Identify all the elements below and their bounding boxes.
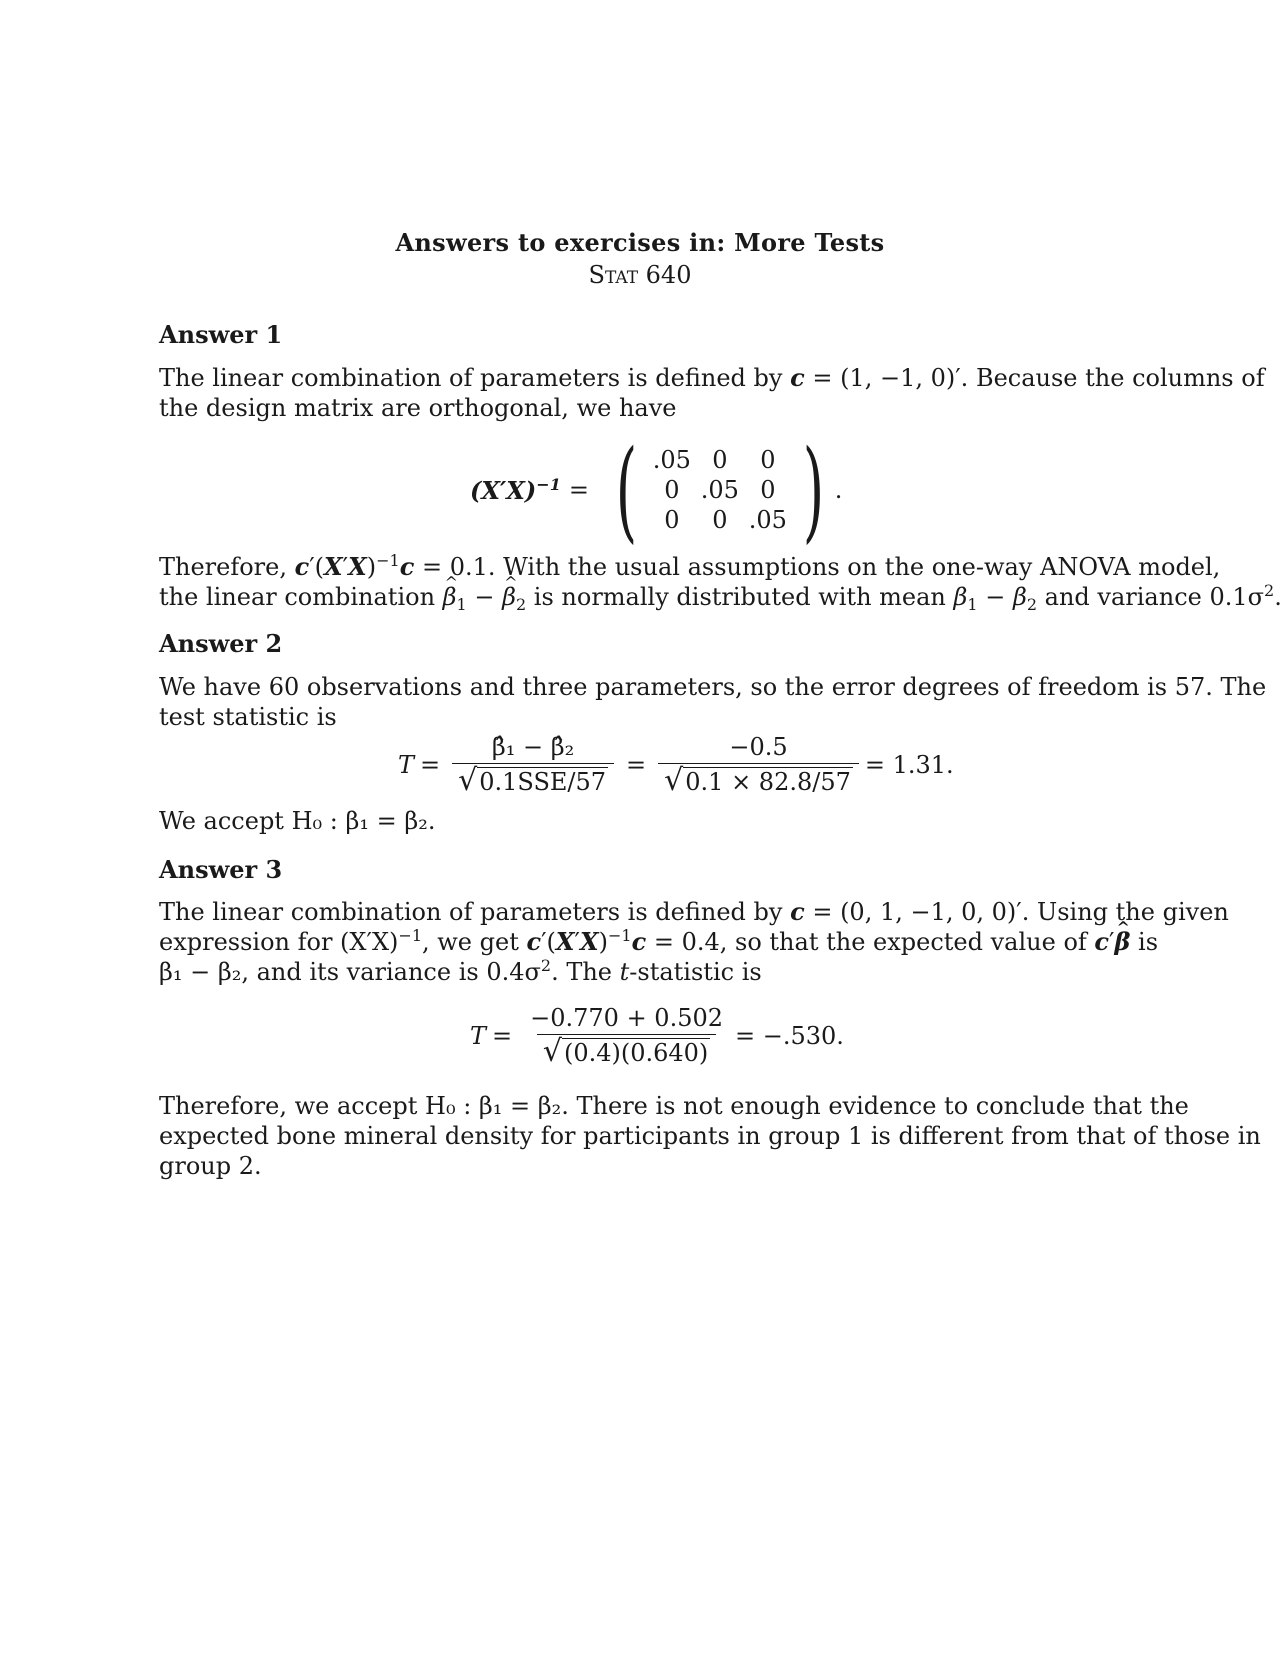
matrix-cell: 0	[712, 446, 728, 474]
t-fraction-answer-3: −0.770 + 0.502 √ (0.4)(0.640)	[530, 1004, 724, 1069]
answer-1-heading: Answer 1	[159, 320, 283, 349]
answer-3-conclusion-line-2: expected bone mineral density for participants in group 1 is different from that of those in	[159, 1122, 1261, 1150]
diagonal-matrix: ( .05 0 0 0 .05 0 0 0 .05 )	[615, 426, 825, 554]
t-fraction-numeric: −0.5 √ 0.1 × 82.8/57	[658, 733, 859, 796]
answer-1-intro-line-2: the design matrix are orthogonal, we have	[159, 394, 677, 422]
answer-3-conclusion-line-3: group 2.	[159, 1152, 262, 1180]
matrix-cell: .05	[652, 446, 691, 474]
matrix-cell: 0	[760, 476, 776, 504]
matrix-cell: 0	[712, 506, 728, 534]
course-code: Stat 640	[588, 261, 692, 289]
answer-2-intro-line-1: We have 60 observations and three parameters, so the error degrees of freedom is 57. The	[159, 673, 1267, 701]
answer-3-intro-line-1: The linear combination of parameters is defined by c = (0, 1, −1, 0, 0)′. Using the given	[159, 897, 1229, 926]
matrix-cell: .05	[748, 506, 787, 534]
answer-1-intro-line-1: The linear combination of parameters is defined by c = (1, −1, 0)′. Because the columns of	[159, 363, 1265, 392]
matrix-lhs: $(X'X)^{-1}$	[470, 474, 561, 505]
answer-3-conclusion-line-1: Therefore, we accept H₀ : β₁ = β₂. There is not enough evidence to conclude that the	[159, 1092, 1189, 1120]
answer-1-intro	[159, 363, 1265, 423]
t-fraction-symbolic: β̂₁ − β̂₂ √ 0.1SSE/57	[452, 733, 614, 796]
answer-1-conclusion	[159, 551, 1282, 614]
t-statistic-equation-2: T = −0.770 + 0.502 √ (0.4)(0.640) = −.530.	[470, 1004, 844, 1069]
answer-2-intro-line-2: test statistic is	[159, 703, 337, 731]
answer-1-conclusion-line-1: Therefore, $c'(X'X)^{-1}c = 0.1$. With the usual assumptions on the one-way ANOVA model,	[159, 551, 1221, 581]
answer-3-heading: Answer 3	[159, 855, 283, 884]
answer-2-intro	[159, 672, 1267, 732]
answer-2-conclusion: We accept H₀ : β₁ = β₂.	[159, 807, 436, 835]
answer-3-intro	[159, 897, 1229, 987]
page-title: Answers to exercises in: More Tests	[395, 228, 885, 257]
matrix-cell: .05	[700, 476, 739, 504]
answer-2-heading: Answer 2	[159, 629, 283, 658]
answer-3-conclusion	[159, 1091, 1261, 1181]
answer-3-intro-line-3: β₁ − β₂, and its variance is $0.4\sigma^2$. The t-statistic is	[159, 956, 762, 986]
matrix-cell: 0	[664, 506, 680, 534]
title-block	[0, 228, 1280, 289]
matrix-cell: 0	[760, 446, 776, 474]
matrix-cell: 0	[664, 476, 680, 504]
t-statistic-equation-1: T = β̂₁ − β̂₂ √ 0.1SSE/57 = −0.5 √ 0.1 × 82.8/57 = 1.31.	[398, 733, 954, 798]
xtx-inverse-equation: $(X'X)^{-1}$ = ( .05 0 0 0 .05 0 0 0 .05 ) .	[470, 426, 843, 554]
answer-3-intro-line-2: expression for $(X'X)^{-1}$, we get $c'(X'X)^{-1}c = 0.4$, so that the expected value of c′^ β is	[159, 927, 1119, 957]
answer-1-conclusion-line-2: the linear combination ^ $\beta_1$ − ^ $\beta_2$ is normally distributed with mean $\beta_1 - \beta_2$ and variance $0.1\sigma^2$.	[159, 582, 1119, 612]
